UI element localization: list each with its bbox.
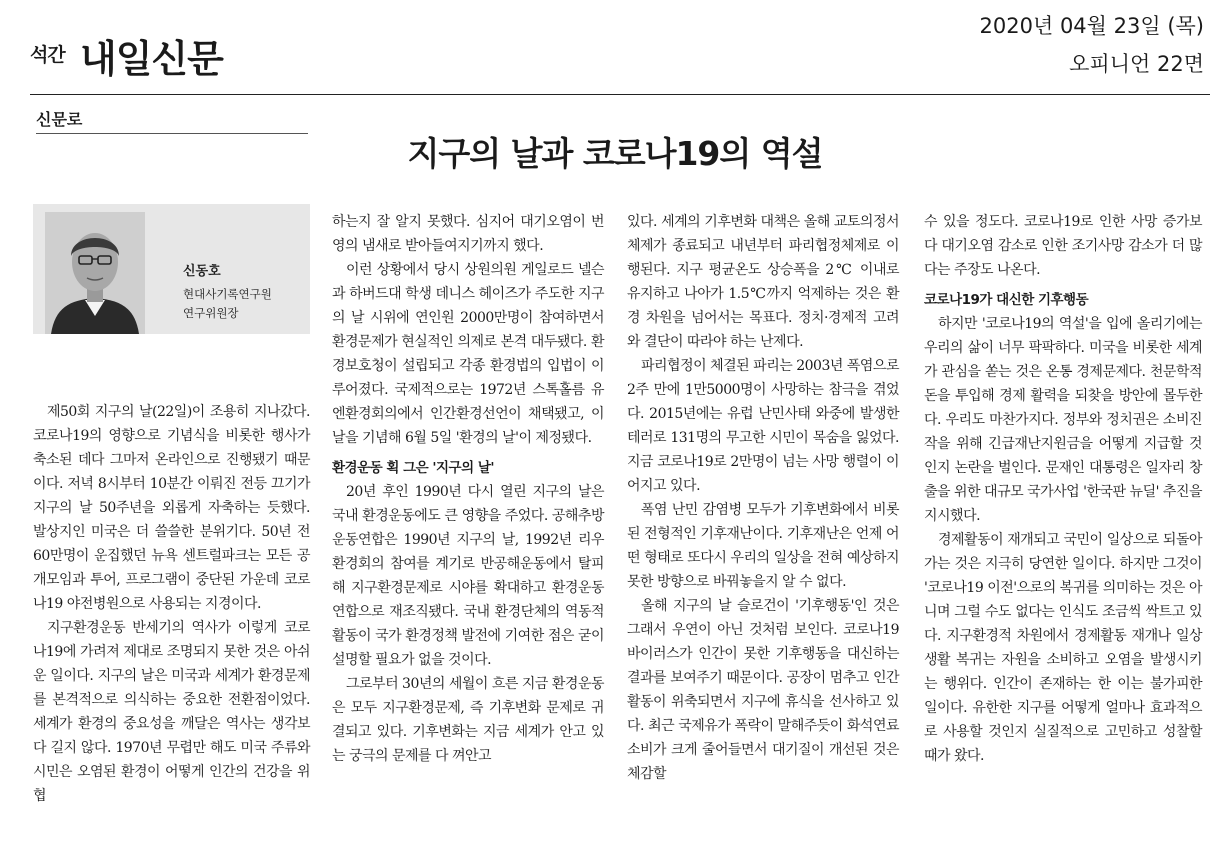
issue-date: 2020년 04월 23일 (목)	[979, 14, 1204, 38]
newspaper-name: 내일신문	[80, 37, 223, 81]
edition-label: 석간	[30, 44, 65, 66]
article-column-2	[332, 210, 604, 768]
subheading: 코로나19가 대신한 기후행동	[924, 292, 1089, 308]
masthead-rule	[30, 94, 1210, 95]
subheading: 환경운동 획 그은 '지구의 날'	[332, 460, 495, 476]
paragraph: 20년 후인 1990년 다시 열린 지구의 날은 국내 환경운동에도 큰 영향을 주었다. 공해추방운동연합은 1990년 지구의 날, 1992년 리우환경회의 참여를 계기로 반공해운동에서 탈피해 지구환경문제로 시야를 확대하고 환경운동연합으로 재조직됐다. 국내 환경단체의 역동적 활동이 국가 환경정책 발전에 기여한 점은 굳이 설명할 필요가 없을 것이다.	[332, 484, 604, 668]
paragraph: 수 있을 정도다. 코로나19로 인한 사망 증가보다 대기오염 감소로 인한 조기사망 감소가 더 많다는 주장도 나온다.	[924, 214, 1202, 278]
paragraph: 이런 상황에서 당시 상원의원 게일로드 넬슨과 하버드대 학생 데니스 헤이즈가 주도한 지구의 날 시위에 연인원 2000만명이 참여하면서 환경문제가 현실적인 의제로 본격 대두됐다. 환경보호청이 설립되고 각종 환경법의 입법이 이루어졌다. 국제적으로는 1972년 스톡홀름 유엔환경회의에서 인간환경선언이 채택됐고, 이날을 기념해 6월 5일 '환경의 날'이 제정됐다.	[332, 262, 604, 446]
paragraph: 지구환경운동 반세기의 역사가 이렇게 코로나19에 가려져 제대로 조명되지 못한 것은 아쉬운 일이다. 지구의 날은 미국과 세계가 환경문제를 본격적으로 의식하는 중요한 전환점이었다. 세계가 환경의 중요성을 깨달은 역사는 생각보다 길지 않다. 1970년 무렵만 해도 미국 주류와 시민은 오염된 환경이 어떻게 인간의 건강을 위협	[33, 620, 310, 804]
paragraph: 제50회 지구의 날(22일)이 조용히 지나갔다. 코로나19의 영향으로 기념식을 비롯한 행사가 축소된 데다 그마저 온라인으로 진행됐기 때문이다. 저녁 8시부터 10분간 이뤄진 전등 끄기가 지구의 날 50주년을 외롭게 자축하는 듯했다. 발상지인 미국은 더 쓸쓸한 분위기다. 50년 전 60만명이 운집했던 뉴욕 센트럴파크는 모든 공개모임과 투어, 프로그램이 중단된 가운데 코로나19 야전병원으로 사용되는 지경이다.	[33, 404, 310, 612]
author-position: 연구위원장	[183, 306, 239, 320]
author-organization: 현대사기록연구원	[183, 287, 272, 301]
article-column-4	[924, 210, 1202, 768]
paragraph: 있다. 세계의 기후변화 대책은 올해 교토의정서체제가 종료되고 내년부터 파리협정체제로 이행된다. 지구 평균온도 상승폭을 2℃ 이내로 유지하고 나아가 1.5℃까지 억제하는 것은 환경 차원을 넘어서는 목표다. 정치·경제적 고려와 결단이 따라야 하는 난제다.	[627, 214, 899, 350]
paragraph: 파리협정이 체결된 파리는 2003년 폭염으로 2주 만에 1만5000명이 사망하는 참극을 겪었다. 2015년에는 유럽 난민사태 와중에 발생한 테러로 131명의 무고한 시민이 목숨을 잃었다. 지금 코로나19로 2만명이 넘는 사망 행렬이 이어지고 있다.	[627, 358, 899, 494]
article-column-1	[33, 400, 310, 808]
article-headline: 지구의 날과 코로나19의 역설	[407, 134, 823, 173]
paragraph: 하지만 '코로나19의 역설'을 입에 올리기에는 우리의 삶이 너무 팍팍하다. 미국을 비롯한 세계가 관심을 쏟는 것은 온통 경제문제다. 천문학적 돈을 투입해 경제 활력을 되찾을 방안에 몰두한다. 우리도 마찬가지다. 정부와 정치권은 소비진작을 위해 긴급재난지원금을 어떻게 지급할 것인지 논란을 벌인다. 문재인 대통령은 일자리 창출을 위한 대규모 국가사업 '한국판 뉴딜' 추진을 지시했다.	[924, 316, 1202, 524]
paragraph: 올해 지구의 날 슬로건이 '기후행동'인 것은 그래서 우연이 아닌 것처럼 보인다. 코로나19 바이러스가 인간이 못한 기후행동을 대신하는 결과를 보여주기 때문이다. 공장이 멈추고 인간 활동이 위축되면서 지구에 휴식을 선사하고 있다. 최근 국제유가 폭락이 말해주듯이 화석연료 소비가 크게 줄어들면서 대기질이 개선된 것은 체감할	[627, 598, 899, 782]
paragraph: 경제활동이 재개되고 국민이 일상으로 되돌아가는 것은 지극히 당연한 일이다. 하지만 그것이 '코로나19 이전'으로의 복귀를 의미하는 것은 아니며 그럴 수도 없다는 인식도 조금씩 싹트고 있다. 지구환경적 차원에서 경제활동 재개나 일상생활 복귀는 자원을 소비하고 오염을 발생시키는 행위다. 인간이 존재하는 한 이는 불가피한 일이다. 유한한 지구를 어떻게 얼마나 효과적으로 사용할 것인지 실질적으로 고민하고 성찰할 때가 왔다.	[924, 532, 1202, 764]
author-name: 신동호	[183, 264, 221, 279]
author-box	[33, 204, 310, 334]
author-photo	[45, 212, 145, 334]
paragraph: 폭염 난민 감염병 모두가 기후변화에서 비롯된 전형적인 기후재난이다. 기후재난은 언제 어떤 형태로 또다시 우리의 일상을 전혀 예상하지 못한 방향으로 바꿔놓을지 알 수 없다.	[627, 502, 899, 590]
section-label: 신문로	[36, 110, 83, 129]
paragraph: 그로부터 30년의 세월이 흐른 지금 환경운동은 모두 지구환경문제, 즉 기후변화 문제로 귀결되고 있다. 기후변화는 지금 세계가 안고 있는 궁극의 문제를 다 껴안고	[332, 676, 604, 764]
article-column-3	[627, 210, 899, 786]
issue-page: 오피니언 22면	[1069, 52, 1204, 76]
paragraph: 하는지 잘 알지 못했다. 심지어 대기오염이 번영의 냄새로 받아들여지기까지 했다.	[332, 214, 604, 254]
